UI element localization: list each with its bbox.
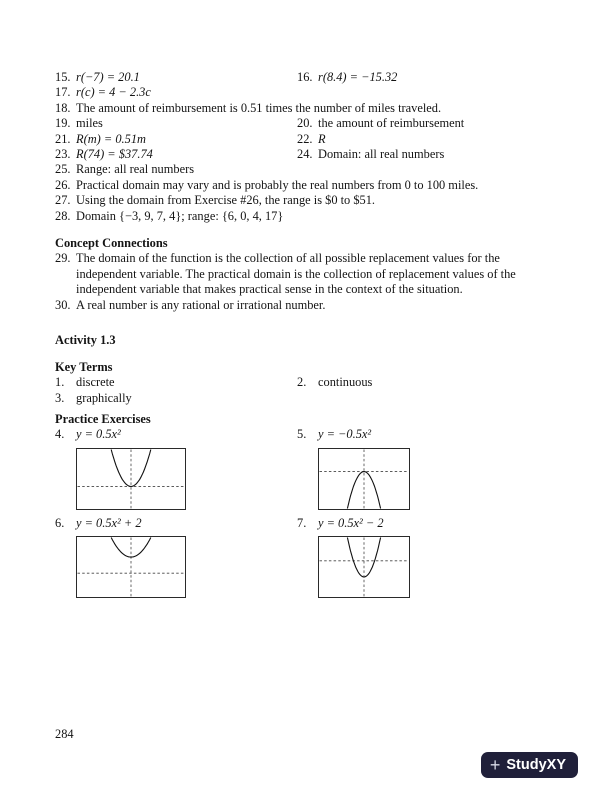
answer-item [55,298,524,313]
item-number: 7. [297,515,307,530]
key-term-item [55,391,521,406]
key-term-item [55,375,297,390]
item-number: 16. [297,70,313,84]
activity-title-section [55,333,521,348]
answer-item [297,70,521,85]
math-expression: r(c) = 4 − 2.3c [76,85,151,100]
concept-connections-section [55,236,521,313]
activity-title: Activity 1.3 [55,333,116,347]
formula: y = 0.5x² [76,427,121,442]
answer-text: Domain {−3, 9, 7, 4}; range: {6, 0, 4, 17} [76,208,284,223]
key-term-item [297,375,521,390]
plus-icon: + [489,755,501,775]
answer-item [297,147,521,162]
item-number: 15. [55,70,71,84]
answer-item [55,193,521,208]
answer-row [55,147,521,162]
answer-text: miles [76,116,103,131]
item-number: 4. [55,427,65,442]
practice-item [297,516,521,531]
answer-text: Range: all real numbers [76,162,195,177]
key-terms-section [55,360,521,406]
page-number: 284 [55,727,74,741]
item-number: 18. [55,100,71,115]
item-number: 22. [297,131,313,146]
item-number: 24. [297,147,313,162]
math-expression: r(8.4) = −15.32 [318,70,398,84]
answer-text: The domain of the function is the collection of all possible replacement values for the independent variable. The practical domain is the collection of replacement values of the independent variable that makes practical sense in the context of the situation. [76,251,516,297]
answer-item [55,178,521,193]
item-number: 23. [55,147,71,162]
section-heading: Key Terms [55,360,113,374]
key-terms-row [55,375,521,390]
answer-item [297,116,521,131]
key-term-text: discrete [76,375,115,390]
item-number: 1. [55,375,65,390]
practice-row [55,427,521,511]
key-term-text: graphically [76,390,132,405]
brand-logo [481,752,578,778]
answer-item [55,70,297,85]
item-number: 2. [297,375,307,390]
item-number: 19. [55,116,71,131]
practice-exercises-section [55,412,521,600]
math-expression: R(74) = $37.74 [76,147,153,162]
item-number: 6. [55,515,65,530]
formula: y = 0.5x² + 2 [76,515,142,530]
math-expression: R [318,131,326,146]
item-number: 27. [55,193,71,208]
answer-text: Using the domain from Exercise #26, the range is $0 to $51. [76,193,376,208]
answer-item [55,147,297,162]
parabola-graph [318,448,410,510]
formula: y = −0.5x² [318,427,372,442]
item-number: 28. [55,208,71,223]
answer-text: Practical domain may vary and is probably the real numbers from 0 to 100 miles. [76,177,479,192]
brand-name: StudyXY [506,757,566,773]
item-number: 3. [55,390,65,405]
answers-section [55,70,521,224]
answer-item [55,162,521,177]
answer-item [55,132,297,147]
math-expression: r(−7) = 20.1 [76,70,140,84]
item-number: 5. [297,427,307,442]
answer-row [55,85,521,100]
answer-text: The amount of reimbursement is 0.51 times the number of miles traveled. [76,100,442,115]
item-number: 25. [55,162,71,177]
answer-item [55,251,524,297]
item-number: 21. [55,131,71,146]
parabola-graph [76,448,186,510]
section-heading: Practice Exercises [55,412,151,426]
answer-item [55,209,521,224]
answer-text: the amount of reimbursement [318,116,465,131]
item-number: 29. [55,251,71,266]
item-number: 26. [55,177,71,192]
parabola-graph [76,536,186,598]
answer-item [55,85,297,100]
answer-row [55,132,521,147]
math-expression: R(m) = 0.51m [76,131,146,146]
answer-text: Domain: all real numbers [318,147,445,162]
practice-row [55,516,521,600]
answer-item [55,116,297,131]
answer-item [297,132,521,147]
answer-row [55,70,521,85]
answer-item [55,101,521,116]
key-term-text: continuous [318,375,373,390]
practice-item [55,516,297,531]
answer-row [55,116,521,131]
item-number: 20. [297,116,313,131]
practice-item [55,427,297,442]
parabola-graph [318,536,410,598]
formula: y = 0.5x² − 2 [318,515,384,530]
section-heading: Concept Connections [55,236,168,250]
item-number: 30. [55,297,71,312]
practice-item [297,427,521,442]
item-number: 17. [55,85,71,100]
answer-text: A real number is any rational or irrational number. [76,297,326,312]
